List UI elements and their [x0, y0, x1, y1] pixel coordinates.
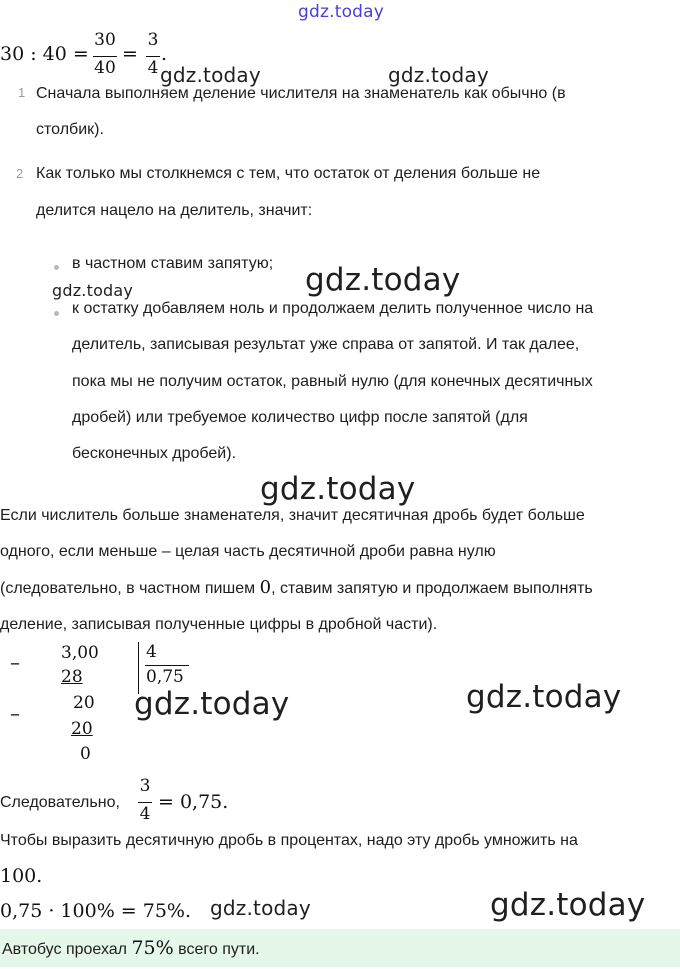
fraction-bar	[138, 802, 152, 803]
fraction-bar	[93, 56, 117, 57]
minus-sign: –	[10, 650, 20, 674]
bullet-dot	[54, 311, 59, 316]
watermark: gdz.today	[52, 281, 134, 300]
fraction-denominator: 40	[94, 58, 116, 78]
step-text: Сначала выполняем деление числителя на знаменатель как обычно (в	[36, 85, 566, 102]
remainder: 20	[73, 693, 95, 713]
paragraph-line: одного, если меньше – целая часть десятичной дроби равна нулю	[0, 543, 496, 560]
divisor: 4	[146, 642, 157, 662]
answer-value: 75%	[131, 937, 174, 959]
inline-math: 100.	[0, 865, 43, 887]
paragraph-line: (следовательно, в частном пишем 0, ставим запятую и продолжаем выполнять	[0, 577, 593, 598]
answer-box	[0, 929, 680, 967]
equation-lhs: 30 : 40 =	[0, 43, 89, 65]
watermark: gdz.today	[160, 63, 261, 87]
paragraph-line: Если числитель больше знаменателя, значит десятичная дробь будет больше	[0, 507, 585, 524]
watermark: gdz.today	[260, 471, 416, 507]
watermark: gdz.today	[305, 262, 461, 298]
bullet-text: пока мы не получим остаток, равный нулю (для конечных десятичных	[72, 373, 593, 390]
bullet-text: бесконечных дробей).	[72, 445, 237, 462]
dividend: 3,00	[61, 643, 99, 663]
fraction-numerator: 3	[139, 776, 151, 796]
remainder: 0	[80, 744, 91, 764]
bullet-text: к остатку добавляем ноль и продолжаем делить полученное число на	[72, 300, 594, 317]
division-horizontal-line	[145, 665, 189, 666]
minus-sign: –	[10, 701, 20, 725]
step-text: Как только мы столкнемся с тем, что остаток от деления больше не	[36, 165, 541, 182]
step-number: 1	[18, 85, 26, 100]
conclusion-label: Следовательно,	[0, 794, 120, 811]
watermark: gdz.today	[490, 887, 646, 923]
quotient: 0,75	[146, 667, 184, 687]
paragraph-line: деление, записывая полученные цифры в дробной части).	[0, 616, 438, 633]
fraction-bar	[146, 56, 160, 57]
watermark: gdz.today	[388, 63, 489, 87]
bullet-text: дробей) или требуемое количество цифр после запятой (для	[72, 409, 528, 426]
step-number: 2	[16, 166, 24, 181]
watermark: gdz.today	[134, 686, 290, 722]
period: .	[161, 43, 168, 65]
equals-sign: =	[122, 43, 138, 65]
step-text: делится нацело на делитель, значит:	[36, 202, 313, 219]
watermark: gdz.today	[298, 2, 385, 22]
inline-math: 0	[259, 577, 272, 598]
answer-text: Автобус проехал	[2, 941, 128, 958]
fraction-numerator: 30	[94, 30, 116, 50]
percent-calculation: 0,75 · 100% = 75%.	[0, 900, 192, 922]
subtrahend: 28	[61, 667, 83, 687]
bullet-text: делитель, записывая результат уже справа от запятой. И так далее,	[72, 336, 580, 353]
fraction-denominator: 4	[147, 58, 159, 78]
step-text: столбик).	[36, 121, 104, 138]
conclusion-result: = 0,75.	[158, 791, 229, 813]
subtrahend: 20	[71, 719, 93, 739]
bullet-text: в частном ставим запятую;	[72, 255, 274, 272]
watermark: gdz.today	[466, 679, 622, 715]
fraction-denominator: 4	[139, 804, 151, 824]
paragraph-line: Чтобы выразить десятичную дробь в процентах, надо эту дробь умножить на	[0, 832, 578, 849]
answer-text: всего пути.	[178, 941, 260, 958]
fraction-numerator: 3	[147, 30, 159, 50]
watermark: gdz.today	[210, 896, 311, 920]
bullet-dot	[54, 265, 59, 270]
